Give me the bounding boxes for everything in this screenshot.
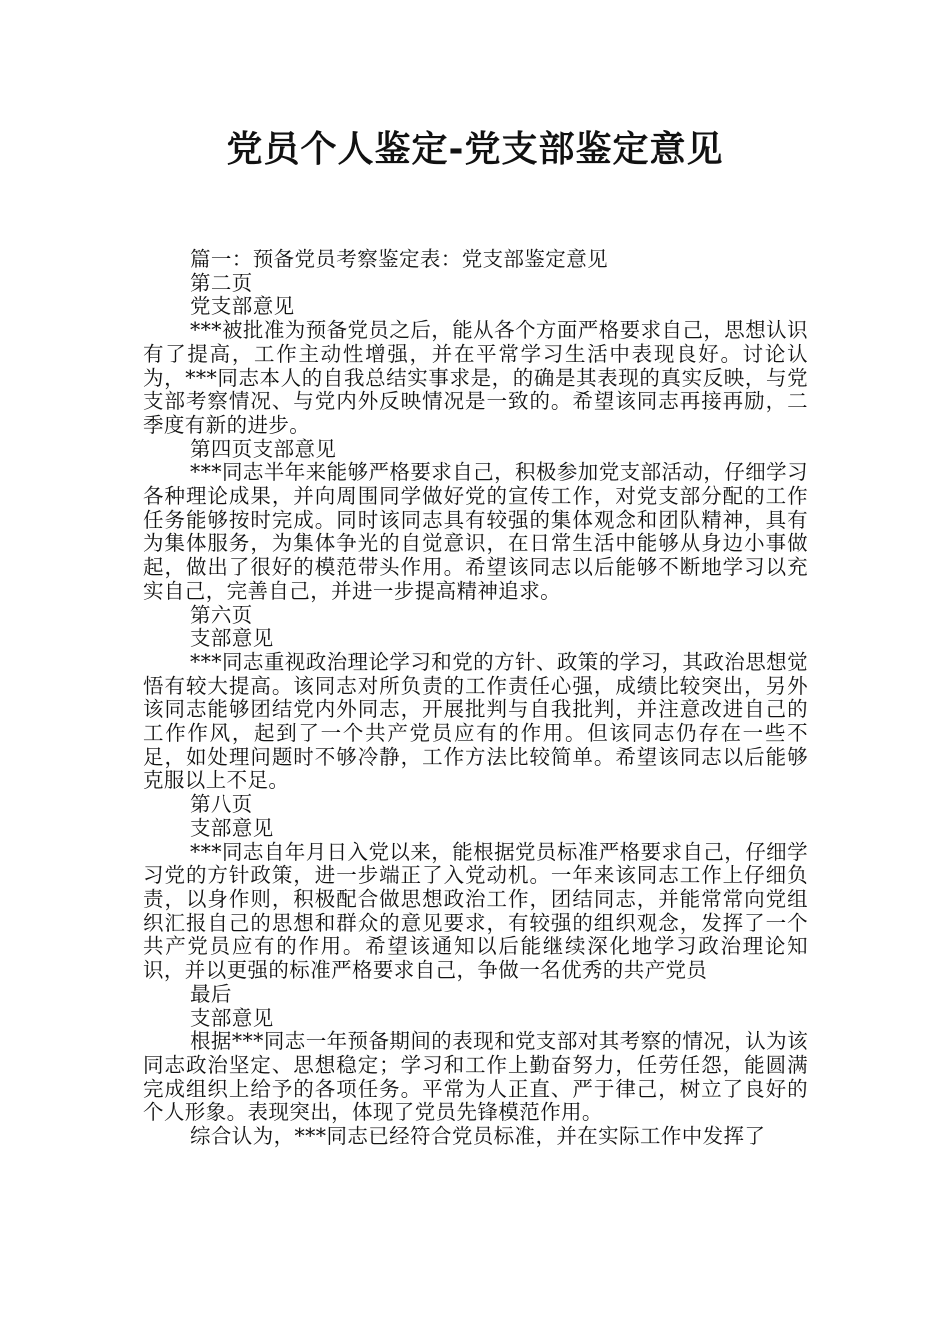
opinion-paragraph: ***同志自年月日入党以来，能根据党员标准严格要求自己，仔细学习党的方针政策，进一步端正了入党动机。一年来该同志工作上仔细负责，以身作则，积极配合做思想政治工作，团结同志，并能常常向党组织汇报自己的思想和群众的意见要求，有较强的组织观念，发挥了一个共产党员应有的作用。希望该通知以后能继续深化地学习政治理论知识，并以更强的标准严格要求自己，争做一名优秀的共产党员 bbox=[143, 839, 808, 983]
page-label: 第四页支部意见 bbox=[190, 436, 337, 461]
page-label: 第二页 bbox=[190, 270, 253, 295]
section-label: 支部意见 bbox=[190, 815, 274, 840]
opinion-paragraph: 综合认为，***同志已经符合党员标准，并在实际工作中发挥了 bbox=[190, 1124, 766, 1149]
opinion-paragraph: ***同志重视政治理论学习和党的方针、政策的学习，其政治思想觉悟有较大提高。该同志对所负责的工作责任心强，成绩比较突出，另外该同志能够团结党内外同志，开展批判与自我批判，并注意改进自己的工作作风，起到了一个共产党员应有的作用。但该同志仍存在一些不足，如处理问题时不够冷静，工作方法比较简单。希望该同志以后能够克服以上不足。 bbox=[143, 649, 808, 793]
opinion-paragraph: 根据***同志一年预备期间的表现和党支部对其考察的情况，认为该同志政治坚定、思想稳定；学习和工作上勤奋努力，任劳任怨，能圆满完成组织上给予的各项任务。平常为人正直、严于律己，树立了良好的个人形象。表现突出，体现了党员先锋模范作用。 bbox=[143, 1029, 808, 1125]
opinion-paragraph: ***同志半年来能够严格要求自己，积极参加党支部活动，仔细学习各种理论成果，并向周围同学做好党的宣传工作，对党支部分配的工作任务能够按时完成。同时该同志具有较强的集体观念和团队精神，具有为集体服务，为集体争光的自觉意识，在日常生活中能够从身边小事做起，做出了很好的模范带头作用。希望该同志以后能够不断地学习以充实自己，完善自己，并进一步提高精神追求。 bbox=[143, 460, 808, 603]
opinion-paragraph: ***被批准为预备党员之后，能从各个方面严格要求自己，思想认识有了提高，工作主动性增强，并在平常学习生活中表现良好。讨论认为，***同志本人的自我总结实事求是，的确是其表现的真实反映，与党支部考察情况、与党内外反映情况是一致的。希望该同志再接再励，二季度有新的进步。 bbox=[143, 318, 808, 437]
section-heading: 篇一：预备党员考察鉴定表：党支部鉴定意见 bbox=[190, 247, 608, 271]
page-label: 最后 bbox=[190, 981, 232, 1006]
page-label: 第六页 bbox=[190, 602, 253, 627]
document-body bbox=[143, 248, 808, 1149]
section-label: 支部意见 bbox=[190, 1005, 274, 1030]
document-title: 党员个人鉴定-党支部鉴定意见 bbox=[226, 129, 724, 170]
page-label: 第八页 bbox=[190, 792, 253, 817]
section-label: 支部意见 bbox=[190, 626, 274, 651]
section-label: 党支部意见 bbox=[190, 294, 295, 319]
